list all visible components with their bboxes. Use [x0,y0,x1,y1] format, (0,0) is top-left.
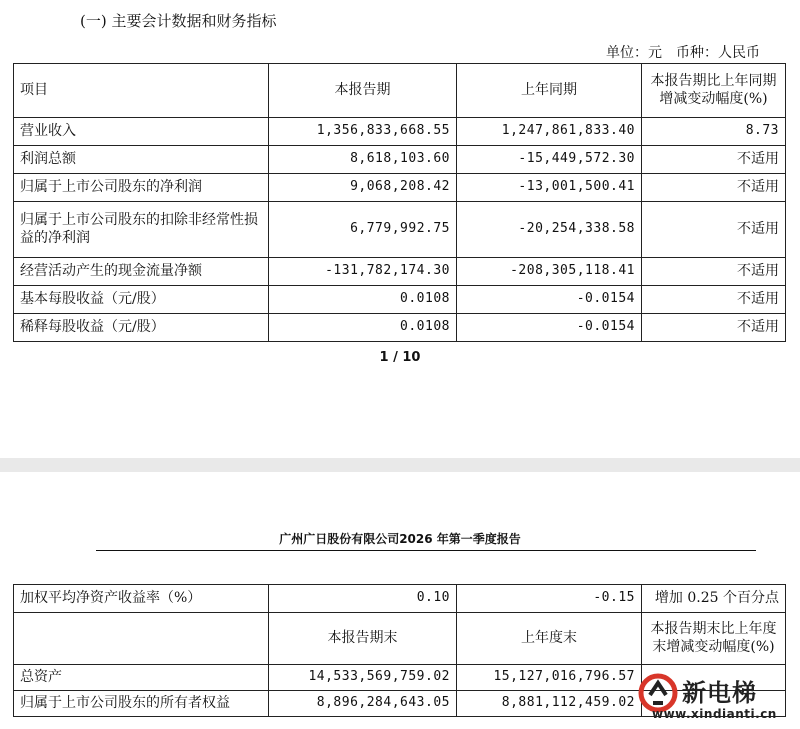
table-row [14,174,786,202]
row-change: 不适用 [642,258,786,286]
header-current-period: 本报告期 [269,64,457,118]
row-current: 6,779,992.75 [269,202,457,258]
report-page-2 [0,472,800,729]
row-current: 0.10 [269,585,457,613]
row-prior: -20,254,338.58 [457,202,642,258]
row-change: 不适用 [642,202,786,258]
currency-unit-line: 单位：元 币种：人民币 [606,45,760,61]
table-row [14,585,786,613]
row-change: 增加 0.25 个百分点 [642,585,786,613]
row-label: 利润总额 [14,146,269,174]
table-row [14,314,786,342]
row-label: 加权平均净资产收益率（%） [14,585,269,613]
row-label: 总资产 [14,665,269,691]
row-label: 归属于上市公司股东的扣除非经常性损益的净利润 [14,202,269,258]
table-row [14,258,786,286]
key-financial-data-table [13,63,786,342]
header-period-end: 本报告期末 [269,613,457,665]
row-current: 9,068,208.42 [269,174,457,202]
header-prior-year-end: 上年度末 [457,613,642,665]
row-label: 归属于上市公司股东的所有者权益 [14,691,269,717]
row-current: 8,618,103.60 [269,146,457,174]
row-current: 0.0108 [269,314,457,342]
header-item: 项目 [14,64,269,118]
section-title: (一) 主要会计数据和财务指标 [80,12,277,30]
table-row [14,286,786,314]
row-prior: -0.0154 [457,286,642,314]
row-prior: 1,247,861,833.40 [457,118,642,146]
table-row [14,146,786,174]
row-prior: -0.0154 [457,314,642,342]
row-label: 经营活动产生的现金流量净额 [14,258,269,286]
row-label: 稀释每股收益（元/股） [14,314,269,342]
row-prior: 8,881,112,459.02 [457,691,642,717]
row-current: 0.0108 [269,286,457,314]
row-label: 营业收入 [14,118,269,146]
watermark-url: www.xindianti.cn [652,707,777,721]
row-label: 基本每股收益（元/股） [14,286,269,314]
row-change: 不适用 [642,314,786,342]
header-prior-period: 上年同期 [457,64,642,118]
header-change-pct: 本报告期末比上年度末增减变动幅度(%) [642,613,786,665]
table-row [14,202,786,258]
row-current: 14,533,569,759.02 [269,665,457,691]
row-prior: -13,001,500.41 [457,174,642,202]
table-header-row [14,613,786,665]
row-prior: -208,305,118.41 [457,258,642,286]
page-number: 1 / 10 [379,350,421,365]
table-row [14,118,786,146]
page-separator [0,458,800,472]
watermark-brand: 新电梯 [682,679,757,707]
row-change: 不适用 [642,146,786,174]
header-rule [96,550,756,551]
row-prior: -0.15 [457,585,642,613]
row-label: 归属于上市公司股东的净利润 [14,174,269,202]
header-change-pct: 本报告期比上年同期增减变动幅度(%) [642,64,786,118]
row-current: -131,782,174.30 [269,258,457,286]
site-watermark [634,673,794,725]
row-prior: -15,449,572.30 [457,146,642,174]
row-change: 不适用 [642,174,786,202]
report-running-header: 广州广日股份有限公司2026 年第一季度报告 [279,532,521,546]
table-header-row [14,64,786,118]
row-current: 8,896,284,643.05 [269,691,457,717]
row-prior: 15,127,016,796.57 [457,665,642,691]
row-change: 不适用 [642,286,786,314]
header-blank [14,613,269,665]
row-change: 8.73 [642,118,786,146]
row-current: 1,356,833,668.55 [269,118,457,146]
